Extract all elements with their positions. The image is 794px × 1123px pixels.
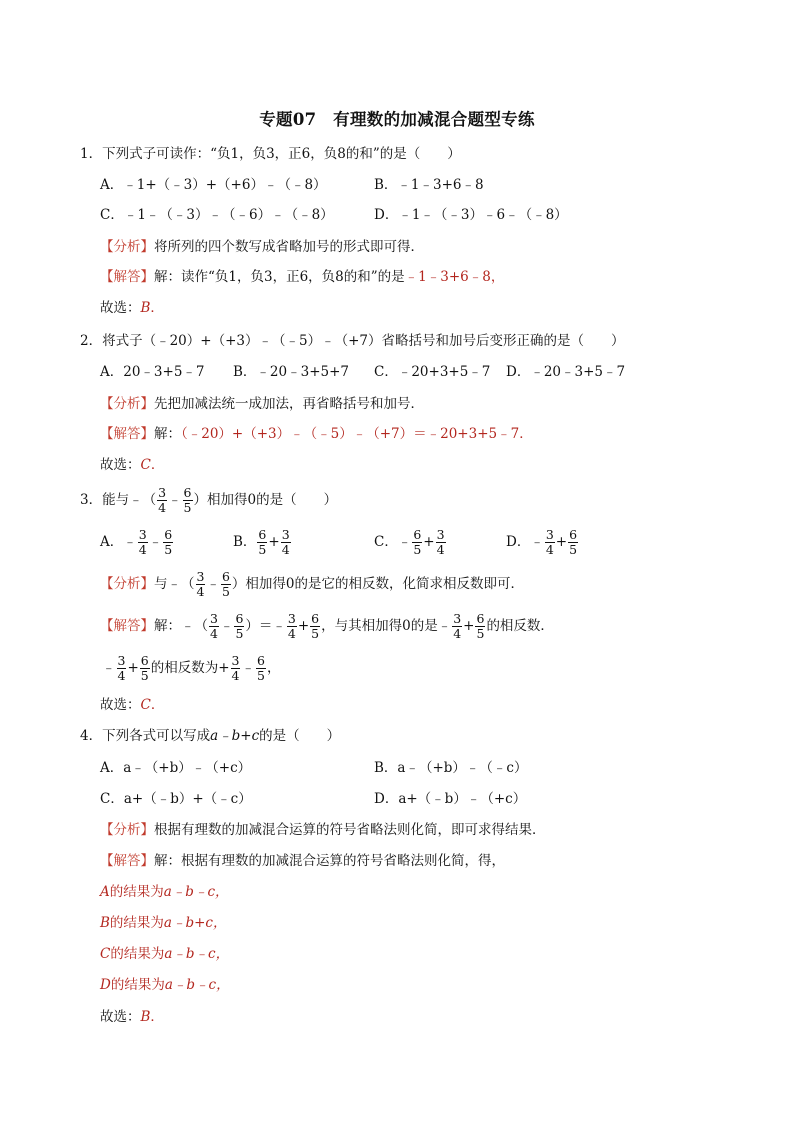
answer-text: ﹣ bbox=[102, 660, 116, 676]
denominator: 4 bbox=[545, 542, 554, 557]
fraction bbox=[256, 654, 266, 683]
q2-choice bbox=[100, 455, 164, 475]
numerator: 3 bbox=[210, 611, 218, 626]
analysis-tag: 【分析】 bbox=[100, 822, 154, 838]
fraction bbox=[157, 486, 167, 515]
analysis-text: 根据有理数的加减混合运算的符号省略法则化简，即可求得结果． bbox=[154, 822, 546, 838]
result-value: a﹣b+c， bbox=[163, 915, 227, 931]
fraction bbox=[281, 528, 291, 557]
numerator: 6 bbox=[256, 653, 265, 668]
numerator: 3 bbox=[436, 527, 445, 542]
q4-choice bbox=[100, 1007, 164, 1027]
answer-tag: 【解答】 bbox=[100, 618, 154, 634]
result-value: a﹣b﹣c， bbox=[164, 946, 230, 962]
stem-text: 的是（ ） bbox=[259, 728, 341, 744]
q4-stem bbox=[80, 726, 340, 746]
q3-answer bbox=[100, 609, 554, 643]
q4-option-c: C．a+（﹣b）+（﹣c） bbox=[100, 791, 252, 807]
q2-stem: 2．将式子（﹣20）+（+3）﹣（﹣5）﹣（+7）省略括号和加号后变形正确的是（ ） bbox=[80, 333, 625, 349]
numerator: 6 bbox=[221, 569, 230, 584]
q2-option-d: D．﹣20﹣3+5﹣7 bbox=[506, 364, 626, 380]
operator: + bbox=[297, 618, 310, 634]
choice-letter: C bbox=[140, 697, 151, 713]
numerator: 6 bbox=[569, 527, 578, 542]
fraction bbox=[452, 612, 462, 641]
denominator: 5 bbox=[476, 626, 485, 641]
numerator: 6 bbox=[183, 485, 192, 500]
denominator: 5 bbox=[413, 542, 422, 557]
denominator: 4 bbox=[158, 500, 167, 515]
q2-option-b: B．﹣20﹣3+5+7 bbox=[233, 364, 349, 380]
numerator: 3 bbox=[545, 527, 554, 542]
result-letter: C bbox=[100, 946, 111, 962]
answer-text: ，与其相加得0的是﹣ bbox=[321, 618, 452, 634]
denominator: 4 bbox=[138, 542, 147, 557]
operator: + bbox=[555, 534, 568, 550]
fraction bbox=[221, 570, 231, 599]
denominator: 5 bbox=[183, 500, 192, 515]
choice-end: ． bbox=[150, 697, 165, 713]
denominator: 5 bbox=[235, 626, 244, 641]
analysis-tag: 【分析】 bbox=[100, 396, 154, 412]
denominator: 4 bbox=[436, 542, 445, 557]
denominator: 5 bbox=[221, 584, 230, 599]
q4-option-d: D．a+（﹣b）﹣（+c） bbox=[374, 791, 527, 807]
fraction bbox=[412, 528, 422, 557]
q2-option-c: C．﹣20+3+5﹣7 bbox=[374, 364, 491, 380]
q4-answer bbox=[100, 851, 505, 871]
q4-option-b: B．a﹣（+b）﹣（﹣c） bbox=[374, 760, 528, 776]
q1-choice bbox=[100, 298, 164, 318]
result-text: 的结果为 bbox=[109, 884, 164, 900]
q3-choice bbox=[100, 695, 164, 715]
fraction bbox=[287, 612, 297, 641]
fraction bbox=[140, 654, 150, 683]
numerator: 3 bbox=[281, 527, 290, 542]
denominator: 5 bbox=[256, 668, 265, 683]
numerator: 6 bbox=[235, 611, 244, 626]
q1-option-d: D．﹣1﹣（﹣3）﹣6﹣（﹣8） bbox=[374, 207, 568, 223]
answer-text: 解：读作“负1，负3，正6，负8的和”的是 bbox=[154, 269, 405, 285]
fraction bbox=[183, 486, 193, 515]
denominator: 5 bbox=[164, 542, 173, 557]
numerator: 6 bbox=[413, 527, 422, 542]
choice-end: ． bbox=[150, 1009, 164, 1025]
denominator: 5 bbox=[140, 668, 149, 683]
q1-option-c: C．﹣1﹣（﹣3）﹣（﹣6）﹣（﹣8） bbox=[100, 207, 334, 223]
fraction bbox=[138, 528, 148, 557]
analysis-text: 将所列的四个数写成省略加号的形式即可得． bbox=[154, 239, 424, 255]
operator: ﹣ bbox=[206, 576, 220, 592]
fraction bbox=[436, 528, 446, 557]
numerator: 6 bbox=[164, 527, 173, 542]
q2-analysis bbox=[100, 394, 424, 414]
q3-answer-line2 bbox=[102, 651, 280, 685]
q3-analysis bbox=[100, 567, 524, 601]
choice-prefix: 故选： bbox=[100, 697, 141, 713]
result-text: 的结果为 bbox=[110, 977, 165, 993]
result-letter: B bbox=[100, 915, 110, 931]
numerator: 3 bbox=[287, 611, 296, 626]
choice-letter: B bbox=[140, 300, 151, 316]
numerator: 3 bbox=[453, 611, 462, 626]
q3-stem bbox=[80, 483, 337, 517]
numerator: 3 bbox=[196, 569, 205, 584]
answer-text: 解： bbox=[154, 426, 181, 442]
answer-text: 的相反数． bbox=[486, 618, 554, 634]
numerator: 6 bbox=[258, 527, 267, 542]
fraction bbox=[568, 528, 578, 557]
denominator: 4 bbox=[287, 626, 296, 641]
analysis-text: 先把加减法统一成加法，再省略括号和加号． bbox=[154, 396, 424, 412]
denominator: 4 bbox=[231, 668, 240, 683]
stem-expression: a﹣b+c bbox=[210, 728, 260, 744]
denominator: 4 bbox=[453, 626, 462, 641]
q4-analysis bbox=[100, 820, 546, 840]
result-value: a﹣b﹣c， bbox=[164, 977, 230, 993]
choice-letter: B bbox=[140, 1009, 151, 1025]
fraction bbox=[257, 528, 267, 557]
operator: ﹣ bbox=[241, 660, 255, 676]
fraction bbox=[163, 528, 173, 557]
numerator: 6 bbox=[140, 653, 149, 668]
numerator: 6 bbox=[311, 611, 320, 626]
option-label: B． bbox=[233, 534, 257, 550]
numerator: 3 bbox=[158, 485, 167, 500]
operator: ﹣ bbox=[148, 534, 163, 550]
option-label: C．﹣ bbox=[374, 534, 412, 550]
answer-tag: 【解答】 bbox=[100, 269, 154, 285]
choice-prefix: 故选： bbox=[100, 300, 141, 316]
q4-result-d bbox=[100, 975, 230, 995]
operator: ﹣ bbox=[168, 492, 182, 508]
q3-option-c bbox=[374, 525, 447, 559]
choice-letter: C bbox=[140, 457, 151, 473]
choice-end: ． bbox=[150, 457, 165, 473]
numerator: 3 bbox=[138, 527, 147, 542]
numerator: 3 bbox=[231, 653, 240, 668]
q4-result-a bbox=[100, 882, 229, 902]
operator: + bbox=[268, 534, 280, 550]
answer-text: 的相反数为+ bbox=[150, 660, 230, 676]
q1-option-a: A．﹣1+（﹣3）+（+6）﹣（﹣8） bbox=[100, 177, 327, 193]
q4-result-c bbox=[100, 944, 229, 964]
q1-analysis bbox=[100, 237, 424, 257]
page-title: 专题07 有理数的加减混合题型专练 bbox=[259, 110, 535, 129]
q1-answer bbox=[100, 267, 504, 287]
denominator: 4 bbox=[281, 542, 290, 557]
answer-text: 解：﹣（ bbox=[154, 618, 208, 634]
fraction bbox=[545, 528, 555, 557]
numerator: 3 bbox=[117, 653, 126, 668]
stem-text: 4．下列各式可以写成 bbox=[80, 728, 211, 744]
answer-value: （﹣20）+（+3）﹣（﹣5）﹣（+7）＝﹣20+3+5﹣7． bbox=[181, 426, 533, 442]
analysis-tag: 【分析】 bbox=[100, 239, 154, 255]
denominator: 4 bbox=[117, 668, 126, 683]
option-label: D．﹣ bbox=[506, 534, 544, 550]
fraction bbox=[196, 570, 206, 599]
result-letter: A bbox=[100, 884, 110, 900]
fraction bbox=[117, 654, 127, 683]
result-text: 的结果为 bbox=[110, 946, 165, 962]
q3-option-d bbox=[506, 525, 579, 559]
answer-tag: 【解答】 bbox=[100, 853, 154, 869]
result-value: a﹣b﹣c， bbox=[163, 884, 229, 900]
choice-end: ． bbox=[150, 300, 164, 316]
stem-text: 3．能与﹣（ bbox=[80, 492, 157, 508]
result-letter: D bbox=[100, 977, 111, 993]
operator: + bbox=[463, 618, 475, 634]
fraction bbox=[209, 612, 219, 641]
analysis-text: 与﹣（ bbox=[154, 576, 195, 592]
q3-option-b bbox=[233, 525, 292, 559]
answer-text: ， bbox=[266, 660, 281, 676]
q1-option-b: B．﹣1﹣3+6﹣8 bbox=[374, 177, 484, 193]
answer-text: 解：根据有理数的加减混合运算的符号省略法则化简，得， bbox=[154, 853, 505, 869]
fraction bbox=[310, 612, 320, 641]
operator: ﹣ bbox=[219, 618, 234, 634]
analysis-text: ）相加得0的是它的相反数，化简求相反数即可． bbox=[231, 576, 524, 592]
answer-tag: 【解答】 bbox=[100, 426, 154, 442]
choice-prefix: 故选： bbox=[100, 457, 141, 473]
q2-answer bbox=[100, 424, 533, 444]
operator: + bbox=[423, 534, 435, 550]
denominator: 5 bbox=[311, 626, 320, 641]
q1-stem: 1．下列式子可读作：“负1，负3，正6，负8的和”的是（ ） bbox=[80, 146, 461, 162]
option-label: A．﹣ bbox=[100, 534, 137, 550]
q4-result-b bbox=[100, 913, 227, 933]
denominator: 5 bbox=[569, 542, 578, 557]
answer-value: ﹣1﹣3+6﹣8， bbox=[404, 269, 505, 285]
stem-text: ）相加得0的是（ ） bbox=[193, 492, 338, 508]
denominator: 4 bbox=[210, 626, 218, 641]
fraction bbox=[231, 654, 241, 683]
analysis-tag: 【分析】 bbox=[100, 576, 154, 592]
fraction bbox=[475, 612, 485, 641]
result-text: 的结果为 bbox=[109, 915, 164, 931]
numerator: 6 bbox=[476, 611, 485, 626]
operator: + bbox=[127, 660, 139, 676]
denominator: 4 bbox=[196, 584, 205, 599]
denominator: 5 bbox=[258, 542, 267, 557]
fraction bbox=[234, 612, 244, 641]
answer-text: ）＝﹣ bbox=[245, 618, 286, 634]
q2-option-a: A．20﹣3+5﹣7 bbox=[100, 364, 205, 380]
choice-prefix: 故选： bbox=[100, 1009, 141, 1025]
q4-option-a: A．a﹣（+b）﹣（+c） bbox=[100, 760, 252, 776]
q3-option-a bbox=[100, 525, 174, 559]
